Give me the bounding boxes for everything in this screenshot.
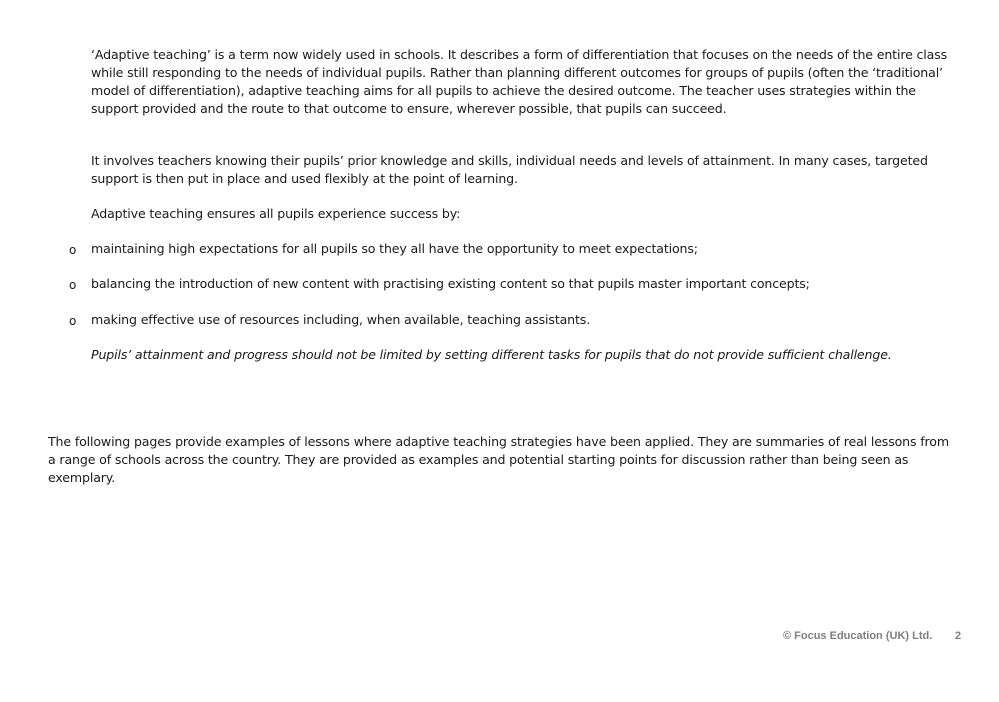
- note-paragraph: Pupils’ attainment and progress should not be limited by setting different tasks for pupils that do not provide sufficient challenge.: [91, 347, 892, 362]
- bullet-marker: o: [69, 243, 77, 257]
- intro-paragraph: ‘Adaptive teaching’ is a term now widely used in schools. It describes a form of differentiation that focuses on the needs of the entire class while still responding to the needs of individual pupils. Rather than planning different outcomes for groups of pupils (often the ‘traditional’ model of differentiation), adaptive teaching aims for all pupils to achieve the desired outcome. The teacher uses strategies within the support provided and the route to that outcome to ensure, wherever possible, that pupils can succeed.: [91, 47, 948, 116]
- success-lead-paragraph: Adaptive teaching ensures all pupils experience success by:: [91, 206, 461, 221]
- bullet-marker: o: [69, 278, 77, 292]
- bullet-text: maintaining high expectations for all pupils so they all have the opportunity to meet expectations;: [91, 241, 698, 256]
- knowledge-paragraph: It involves teachers knowing their pupils’ prior knowledge and skills, individual needs and levels of attainment. In many cases, targeted support is then put in place and used flexibly at the point of learning.: [91, 153, 928, 186]
- bullet-text: making effective use of resources including, when available, teaching assistants.: [91, 312, 591, 327]
- footer-copyright: © Focus Education (UK) Ltd.: [783, 630, 933, 642]
- bullet-marker: o: [69, 314, 77, 328]
- page-number: 2: [955, 630, 962, 642]
- closing-paragraph: The following pages provide examples of lessons where adaptive teaching strategies have been applied. They are summaries of real lessons from a range of schools across the country. They are provided as examples and potential starting points for discussion rather than being seen as exemplary.: [48, 434, 949, 485]
- bullet-text: balancing the introduction of new content with practising existing content so that pupils master important concepts;: [91, 276, 810, 291]
